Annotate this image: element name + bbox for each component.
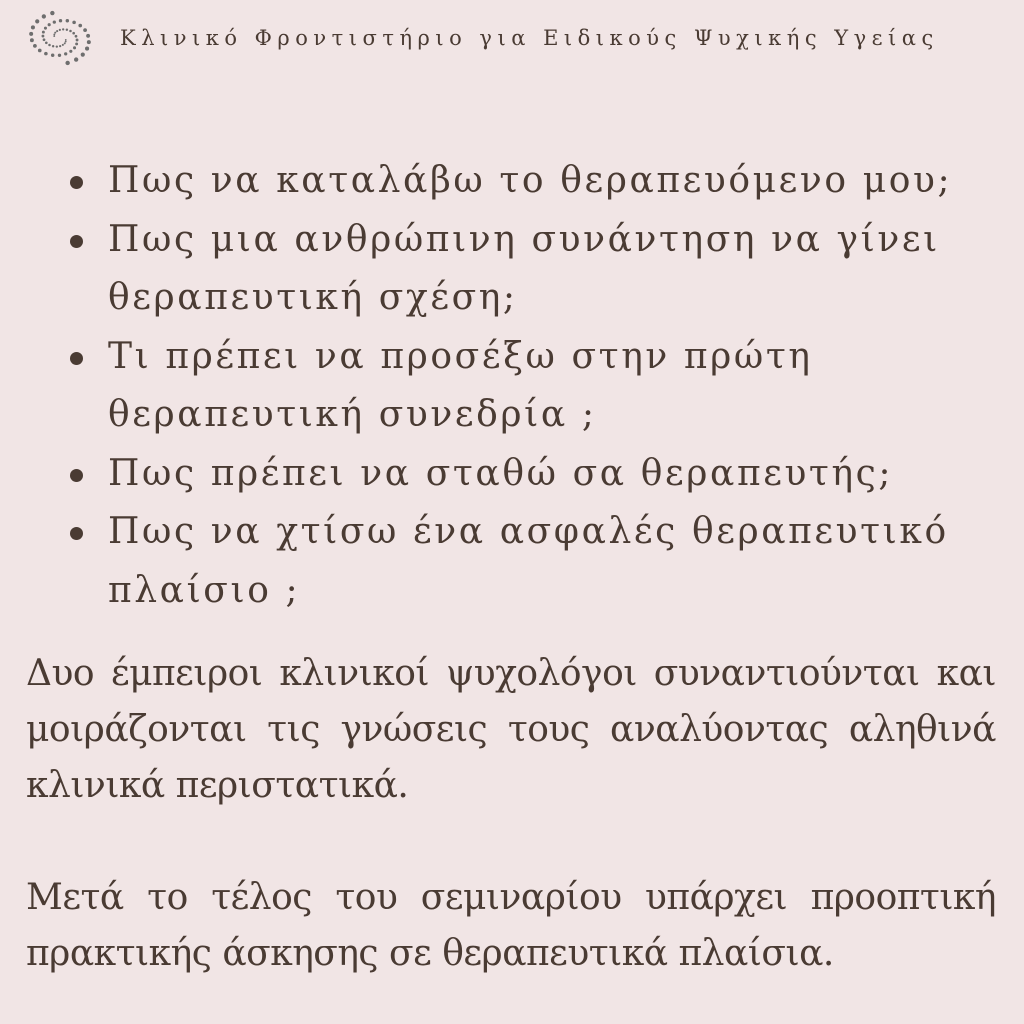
logo-dot xyxy=(53,35,55,37)
logo-dot xyxy=(56,30,58,32)
logo-dot xyxy=(72,32,75,35)
logo-dot xyxy=(59,29,61,31)
header xyxy=(24,10,939,66)
logo-dot xyxy=(43,38,46,41)
logo-dot xyxy=(53,20,56,23)
logo-dot xyxy=(65,61,69,65)
list-item xyxy=(68,152,998,211)
logo-dot xyxy=(81,53,85,57)
bullet-icon xyxy=(70,527,83,540)
logo-dot xyxy=(62,28,64,30)
question-list xyxy=(68,152,998,620)
logo-dot xyxy=(42,35,45,38)
logo-dot xyxy=(65,41,67,43)
logo-dot xyxy=(58,54,61,57)
logo-dot xyxy=(54,32,56,34)
question-text: Πως να χτίσω ένα ασφαλές θεραπευτικό πλαίσιο ; xyxy=(108,511,949,611)
logo-dot xyxy=(75,35,78,38)
logo-dot xyxy=(74,57,78,61)
logo-dot xyxy=(30,38,34,42)
logo-dot xyxy=(44,27,47,30)
bullet-icon xyxy=(70,235,83,248)
bullet-icon xyxy=(70,469,83,482)
logo-dot xyxy=(66,19,69,22)
logo-dot xyxy=(78,24,82,28)
logo-dot xyxy=(44,52,48,56)
logo-dot xyxy=(48,44,51,47)
logo-dot xyxy=(86,34,90,38)
logo-dot xyxy=(66,29,68,31)
list-item xyxy=(68,503,998,620)
logo-dot xyxy=(31,25,35,29)
logo-dot xyxy=(53,34,55,36)
logo-dot xyxy=(64,52,67,55)
list-item xyxy=(68,445,998,504)
logo-dot xyxy=(29,32,33,36)
logo-dot xyxy=(59,19,62,22)
logo-dot xyxy=(75,42,78,45)
question-text: Τι πρέπει να προσέξω στην πρώτη θεραπευτική συνεδρία ; xyxy=(108,335,813,435)
spiral-dots-logo-icon xyxy=(24,10,96,66)
logo-dot xyxy=(45,41,48,44)
logo-dot xyxy=(83,28,87,32)
logo-dot xyxy=(69,30,72,33)
question-text: Πως πρέπει να σταθώ σα θεραπευτής; xyxy=(108,452,894,494)
logo-dot xyxy=(62,44,64,46)
list-item xyxy=(68,328,998,445)
logo-dot xyxy=(48,23,51,26)
bullet-icon xyxy=(70,176,83,189)
bullet-icon xyxy=(70,352,83,365)
logo-dot xyxy=(42,14,46,18)
logo-dot xyxy=(69,50,72,53)
logo-dot xyxy=(38,49,42,53)
logo-dot xyxy=(52,45,54,47)
logo-dot xyxy=(73,46,76,49)
logo-dot xyxy=(65,39,67,41)
list-item xyxy=(68,211,998,328)
logo-dot xyxy=(50,11,54,15)
question-text: Πως να καταλάβω το θεραπευόμενο μου; xyxy=(108,160,953,201)
logo-dot xyxy=(42,31,45,34)
logo-dot xyxy=(76,39,79,42)
question-text: Πως μια ανθρώπινη συνάντηση να γίνει θεραπευτική σχέση; xyxy=(108,218,940,318)
logo-dot xyxy=(56,45,58,47)
logo-dot xyxy=(33,44,37,48)
logo-dot xyxy=(85,47,89,51)
logo-dot xyxy=(35,19,39,23)
logo-dot xyxy=(59,45,61,47)
header-title: Κλινικό Φροντιστήριο για Ειδικούς Ψυχικής Υγείας xyxy=(120,26,939,50)
practice-paragraph: Μετά το τέλος του σεμιναρίου υπάρχει προοπτική πρακτικής άσκησης σε θεραπευτικά πλαίσια. xyxy=(26,877,996,974)
logo-dot xyxy=(51,54,54,57)
logo-dot xyxy=(64,42,66,44)
logo-dot xyxy=(87,40,91,44)
intro-paragraph: Δυο έμπειροι κλινικοί ψυχολόγοι συναντιούνται και μοιράζονται τις γνώσεις τους αναλύοντας αληθινά κλινικά περιστατικά. xyxy=(26,653,996,806)
logo-dot xyxy=(72,21,76,25)
